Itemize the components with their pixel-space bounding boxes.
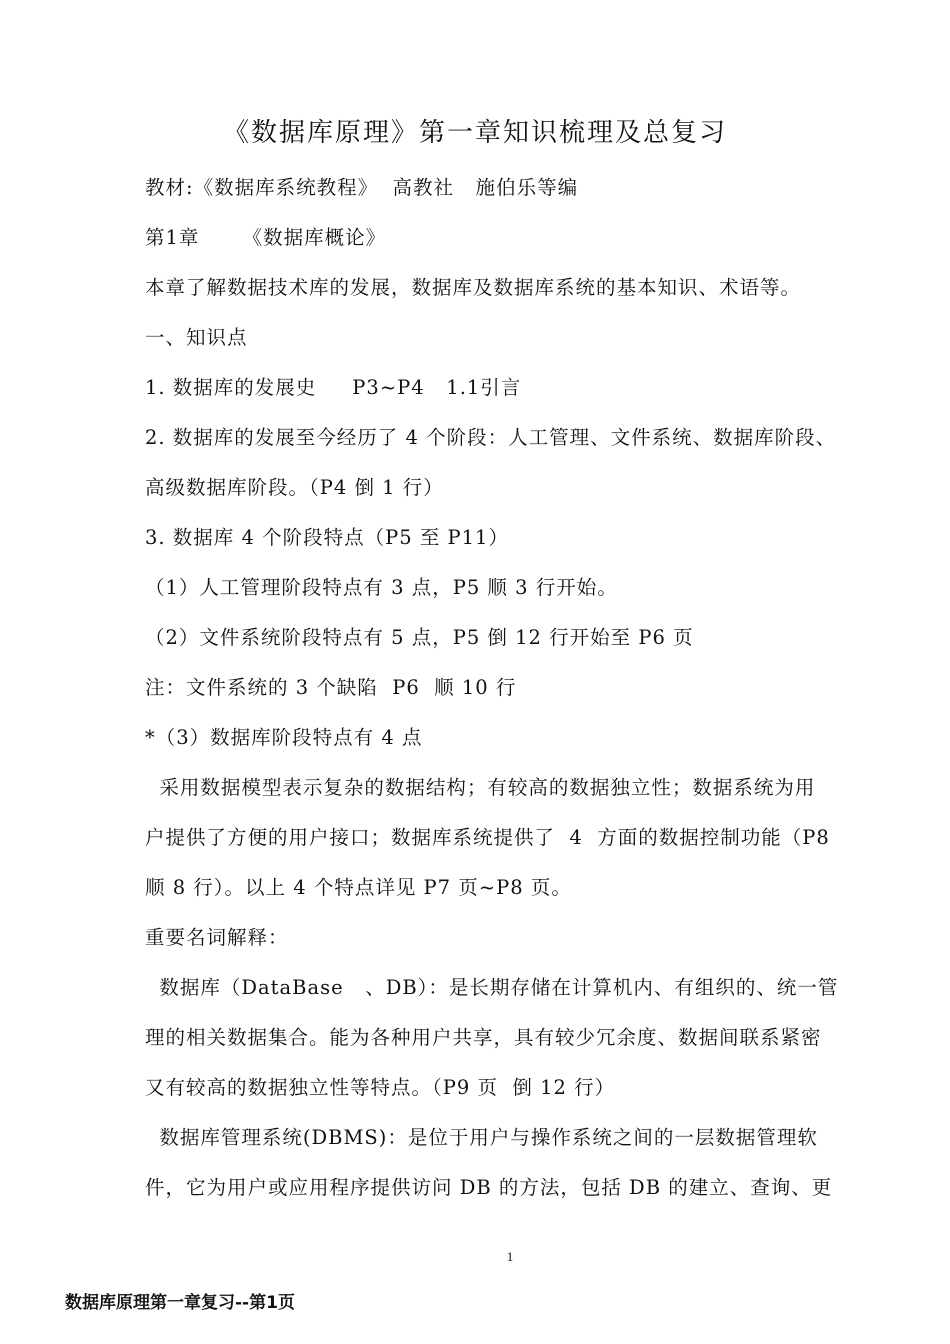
- text-line: 数据库（DataBase 、DB）：是长期存储在计算机内、有组织的、统一管: [145, 976, 839, 999]
- text-line: 又有较高的数据独立性等特点。（P9 页 倒 12 行）: [145, 1076, 616, 1099]
- text-line: （2）文件系统阶段特点有 5 点，P5 倒 12 行开始至 P6 页: [145, 626, 694, 649]
- text-line: （1）人工管理阶段特点有 3 点，P5 顺 3 行开始。: [145, 576, 618, 599]
- text-line: 高级数据库阶段。（P4 倒 1 行）: [145, 476, 444, 499]
- text-line: 2. 数据库的发展至今经历了 4 个阶段：人工管理、文件系统、数据库阶段、: [145, 426, 837, 449]
- text-line: 数据库管理系统(DBMS)：是位于用户与操作系统之间的一层数据管理软: [145, 1126, 818, 1149]
- text-line: 件，它为用户或应用程序提供访问 DB 的方法，包括 DB 的建立、查询、更: [145, 1176, 833, 1199]
- text-line: 1. 数据库的发展史 P3~P4 1.1引言: [145, 376, 522, 399]
- text-line: 一、知识点: [145, 326, 248, 349]
- text-line: *（3）数据库阶段特点有 4 点: [145, 726, 423, 749]
- text-line: 本章了解数据技术库的发展，数据库及数据库系统的基本知识、术语等。: [145, 276, 802, 299]
- text-line: 重要名词解释：: [145, 926, 289, 949]
- text-line: 教材:《数据库系统教程》 高教社 施伯乐等编: [145, 176, 579, 199]
- text-line: 注：文件系统的 3 个缺陷 P6 顺 10 行: [145, 676, 517, 699]
- text-line: 理的相关数据集合。能为各种用户共享，具有较少冗余度、数据间联系紧密: [145, 1026, 822, 1049]
- page-footer: 数据库原理第一章复习--第1页: [65, 1293, 295, 1313]
- text-line: 3. 数据库 4 个阶段特点（P5 至 P11）: [145, 526, 509, 549]
- document-title: 《数据库原理》第一章知识梳理及总复习: [222, 118, 727, 148]
- text-line: 采用数据模型表示复杂的数据结构；有较高的数据独立性；数据系统为用: [145, 776, 816, 799]
- page-number: 1: [506, 1249, 514, 1264]
- text-line: 顺 8 行）。以上 4 个特点详见 P7 页~P8 页。: [145, 876, 572, 899]
- text-line: 第1章 《数据库概论》: [145, 226, 387, 249]
- text-line: 户提供了方便的用户接口；数据库系统提供了 4 方面的数据控制功能（P8: [145, 826, 830, 849]
